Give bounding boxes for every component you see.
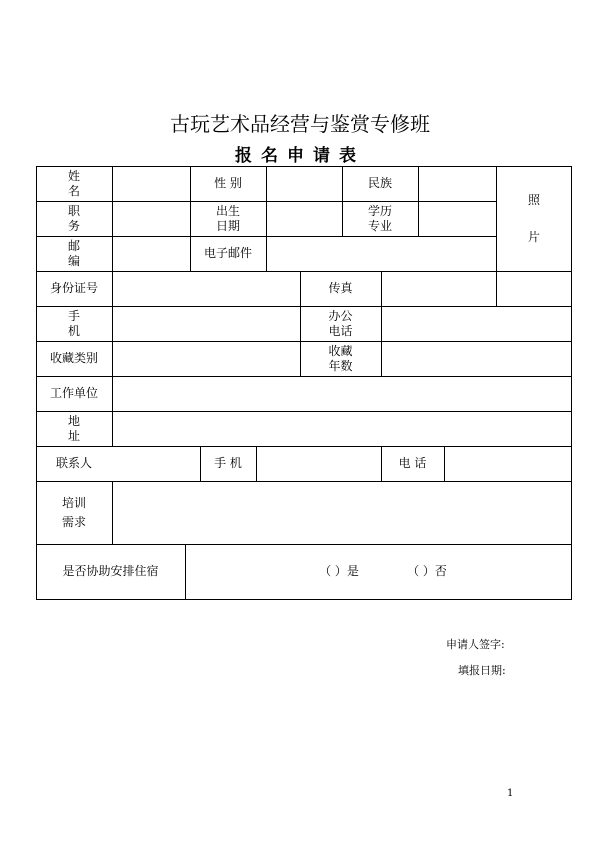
- contact-mobile-field[interactable]: [257, 447, 380, 481]
- mobile-label: 手机: [67, 308, 98, 338]
- office-phone-label-1: 办公: [328, 308, 353, 323]
- postcode-field[interactable]: [113, 237, 189, 271]
- registration-form-table: [36, 166, 572, 600]
- ethnicity-label: 民族: [367, 176, 392, 190]
- name-field[interactable]: [113, 167, 189, 201]
- collection-years-label-2: 年数: [328, 358, 353, 373]
- collection-type-field[interactable]: [113, 342, 299, 376]
- lodging-yes-option[interactable]: （ ）是: [319, 564, 359, 578]
- email-label: 电子邮件: [203, 246, 252, 260]
- postcode-label: 邮编: [67, 238, 98, 268]
- training-label-1: 培训: [61, 495, 86, 510]
- gender-field[interactable]: [267, 167, 341, 201]
- photo-label-2: 片: [527, 229, 540, 244]
- page-number: 1: [507, 788, 514, 799]
- email-field[interactable]: [267, 237, 495, 271]
- office-phone-field[interactable]: [382, 307, 571, 341]
- birth-date-field[interactable]: [267, 202, 341, 236]
- phone-field[interactable]: [445, 447, 571, 481]
- ethnicity-field[interactable]: [419, 167, 495, 201]
- collection-years-field[interactable]: [382, 342, 571, 376]
- fax-field[interactable]: [382, 272, 495, 306]
- id-number-field[interactable]: [113, 272, 299, 306]
- page-title: 古玩艺术品经营与鉴赏专修班: [170, 112, 430, 136]
- workplace-label: 工作单位: [49, 386, 98, 400]
- address-label: 地址: [67, 413, 108, 443]
- education-field[interactable]: [419, 202, 495, 236]
- lodging-label: 是否协助安排住宿: [62, 564, 159, 578]
- fill-date-label: 填报日期:: [458, 664, 506, 677]
- training-label-2: 需求: [61, 514, 86, 529]
- education-label-2: 专业: [367, 218, 392, 233]
- id-number-label: 身份证号: [49, 281, 98, 295]
- address-field[interactable]: [113, 412, 571, 446]
- phone-label: 电 话: [398, 456, 427, 470]
- name-label: 姓名: [67, 168, 98, 198]
- applicant-signature-label: 申请人签字:: [446, 638, 505, 651]
- photo-area[interactable]: [496, 166, 572, 271]
- form-subtitle: 报名申请表: [235, 146, 365, 166]
- birth-label-2: 日期: [215, 218, 240, 233]
- contact-mobile-label: 手 机: [214, 456, 242, 470]
- gender-label: 性 别: [214, 176, 242, 190]
- position-label: 职务: [67, 203, 98, 233]
- photo-label-1: 照: [527, 192, 540, 207]
- collection-years-label-1: 收藏: [328, 343, 353, 358]
- office-phone-label-2: 电话: [328, 323, 353, 338]
- lodging-no-option[interactable]: （ ）否: [407, 564, 447, 578]
- education-label-1: 学历: [367, 203, 392, 218]
- birth-label-1: 出生: [215, 203, 240, 218]
- fax-label: 传真: [328, 281, 353, 295]
- position-field[interactable]: [113, 202, 189, 236]
- training-needs-field[interactable]: [113, 482, 571, 544]
- mobile-field[interactable]: [113, 307, 299, 341]
- workplace-field[interactable]: [113, 377, 571, 411]
- contact-label: 联系人: [55, 456, 92, 470]
- contact-field[interactable]: [113, 447, 199, 481]
- collection-type-label: 收藏类别: [49, 351, 98, 365]
